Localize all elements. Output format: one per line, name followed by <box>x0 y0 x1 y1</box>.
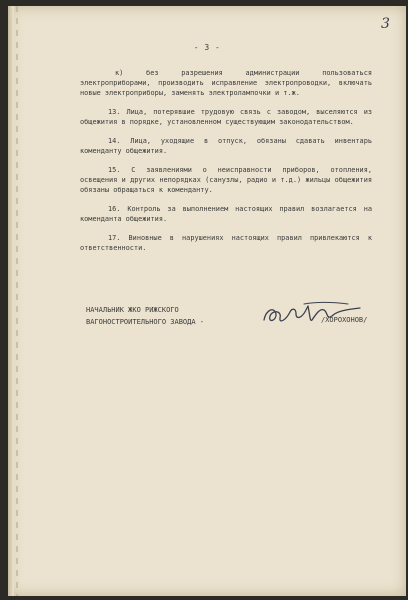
archive-page-number: 3 <box>381 16 390 32</box>
paragraph-17: 17. Виновные в нарушениях настоящих правил привлекаются к ответственности. <box>80 234 372 252</box>
signatory-name: /ХОРОХОНОВ/ <box>321 316 368 324</box>
paragraph-k: к) без разрешения администрации пользоваться электроприборами, производить исправление электропроводки, включать новые электроприборы, заменять электролампочки и т.ж. <box>80 69 372 97</box>
signature-title-line-1: НАЧАЛЬНИК ЖКО РИЖСКОГО <box>86 306 179 314</box>
paragraph-14: 14. Лица, уходящие в отпуск, обязаны сдавать инвентарь коменданту общежития. <box>80 137 372 155</box>
signature-title-line-2: ВАГОНОСТРОИТЕЛЬНОГО ЗАВОДА - <box>86 318 205 326</box>
page-fold <box>8 6 14 596</box>
signature-title <box>86 304 204 328</box>
document-page <box>8 6 406 596</box>
binding-stitch <box>16 6 18 596</box>
paragraph-13: 13. Лица, потерявшие трудовую связь с заводом, выселяются из общежития в порядке, установленном существующим законодательством. <box>80 108 372 126</box>
page-number: - 3 - <box>193 43 221 52</box>
paragraph-15: 15. С заявлениями о неисправности приборов, отопления, освещения и других непорядках (санузлы, радио и т.д.) жильцы общежития обязаны обращаться к коменданту. <box>80 166 372 194</box>
paragraph-16: 16. Контроль за выполнением настоящих правил возлагается на коменданта общежития. <box>80 205 372 223</box>
document-body <box>80 68 372 262</box>
handwritten-signature <box>256 298 366 332</box>
